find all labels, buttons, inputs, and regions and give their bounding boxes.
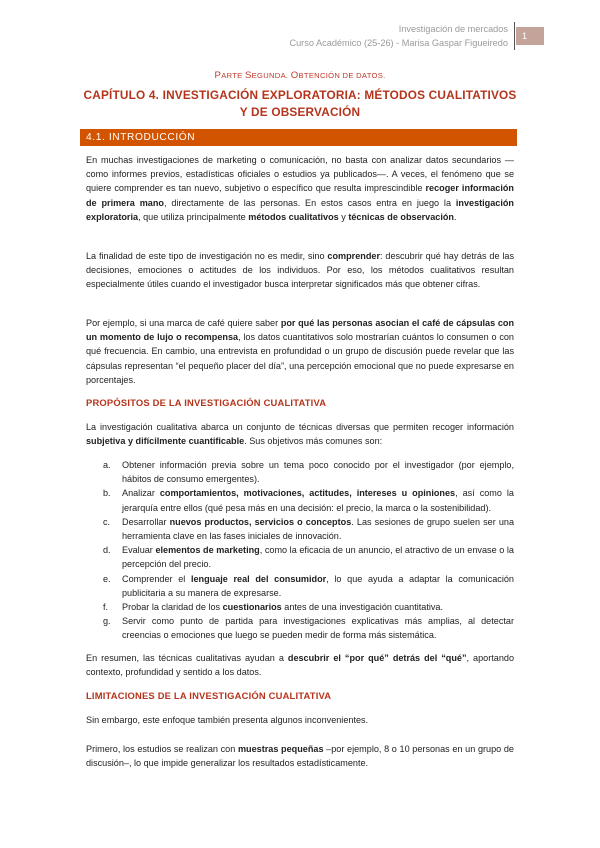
running-header xyxy=(289,22,508,50)
part-lead2: S xyxy=(244,70,252,81)
list-item: c. Desarrollar nuevos productos, servicios o conceptos. Las sesiones de grupo suelen ser una herramienta clave en las fases iniciales de innovación. xyxy=(103,516,514,542)
heading-purposes: PROPÓSITOS DE LA INVESTIGACIÓN CUALITATIVA xyxy=(86,397,327,408)
part-heading xyxy=(0,70,600,81)
objectives-list xyxy=(86,458,514,643)
header-divider xyxy=(514,22,515,50)
chapter-title-line1: CAPÍTULO 4. INVESTIGACIÓN EXPLORATORIA: MÉTODOS CUALITATIVOS xyxy=(83,88,517,102)
paragraph-intro: En muchas investigaciones de marketing o comunicación, no basta con analizar datos secundarios —como informes previos, estadísticas oficiales o estudios ya publicados—. A veces, el fenómeno que se quiere comprender es tan nuevo, subjetivo o específico que resulta imprescindible recoger información de primera mano, directamente de las personas. En estos casos entra en juego la investigación exploratoria, que utiliza principalmente métodos cualitativos y técnicas de observación. xyxy=(86,155,514,222)
page-number: 1 xyxy=(516,27,544,45)
part-lead: P xyxy=(214,70,222,81)
part-lead3: O xyxy=(290,70,299,81)
heading-limitations: LIMITACIONES DE LA INVESTIGACIÓN CUALITATIVA xyxy=(86,690,332,701)
part-rest3: BTENCIÓN DE DATOS. xyxy=(298,71,386,80)
part-rest: ARTE xyxy=(221,71,245,80)
list-item: f. Probar la claridad de los cuestionarios antes de una investigación cuantitativa. xyxy=(103,602,444,613)
header-course-info: Curso Académico (25-26) - Marisa Gaspar Figueiredo xyxy=(289,38,508,48)
list-item: e. Comprender el lenguaje real del consumidor, lo que ayuda a adaptar la comunicación publicitaria a su manera de expresarse. xyxy=(103,573,514,598)
list-item: g. Servir como punto de partida para investigaciones explicativas más amplias, al detectar creencias o emociones que luego se pueden medir de forma más sistemática. xyxy=(103,616,514,641)
list-item: d. Evaluar elementos de marketing, como la eficacia de un anuncio, el atractivo de un envase o la percepción del precio. xyxy=(103,545,514,570)
paragraph-purposes-intro: La investigación cualitativa abarca un conjunto de técnicas diversas que permiten recoger información subjetiva y difícilmente cuantificable. Sus objetivos más comunes son: xyxy=(86,422,514,447)
list-item: a. Obtener información previa sobre un tema poco conocido por el investigador (por ejemplo, hábitos de consumo emergentes). xyxy=(103,460,514,485)
paragraph-small-samples: Primero, los estudios se realizan con muestras pequeñas –por ejemplo, 8 o 10 personas en un grupo de discusión–, lo que impide generalizar los resultados estadísticamente. xyxy=(86,744,514,769)
list-item: b. Analizar comportamientos, motivaciones, actitudes, intereses u opiniones, así como la jerarquía entre ellos (qué pesa más en una decisión: el precio, la marca o la sostenibilidad). xyxy=(103,488,514,513)
paragraph-limitations-intro: Sin embargo, este enfoque también presenta algunos inconvenientes. xyxy=(86,715,369,725)
section-heading-bar: 4.1. INTRODUCCIÓN xyxy=(80,129,517,146)
paragraph-summary: En resumen, las técnicas cualitativas ayudan a descubrir el “por qué” detrás del “qué”, aportando contexto, profundidad y sentido a los datos. xyxy=(86,653,514,678)
header-course-title: Investigación de mercados xyxy=(398,24,508,34)
chapter-title xyxy=(60,87,540,121)
paragraph-purpose: La finalidad de este tipo de investigación no es medir, sino comprender: descubrir qué hay detrás de las decisiones, emociones o actitudes de los individuos. Por eso, los métodos cualitativos resultan especialmente útiles cuando el investigador busca interpretar significados más que obtener cifras. xyxy=(86,251,514,290)
chapter-title-line2: Y DE OBSERVACIÓN xyxy=(239,105,361,119)
part-rest2: EGUNDA. xyxy=(251,71,291,80)
paragraph-example: Por ejemplo, si una marca de café quiere saber por qué las personas asocian el café de cápsulas con un momento de lujo o recompensa, los datos cuantitativos solo mostrarían cuántos lo consumen o con qué frecuencia. En cambio, una entrevista en profundidad o un grupo de discusión puede revelar que las cápsulas representan “el pequeño placer del día”, una percepción emocional que no puede expresarse en porcentajes. xyxy=(86,318,514,385)
